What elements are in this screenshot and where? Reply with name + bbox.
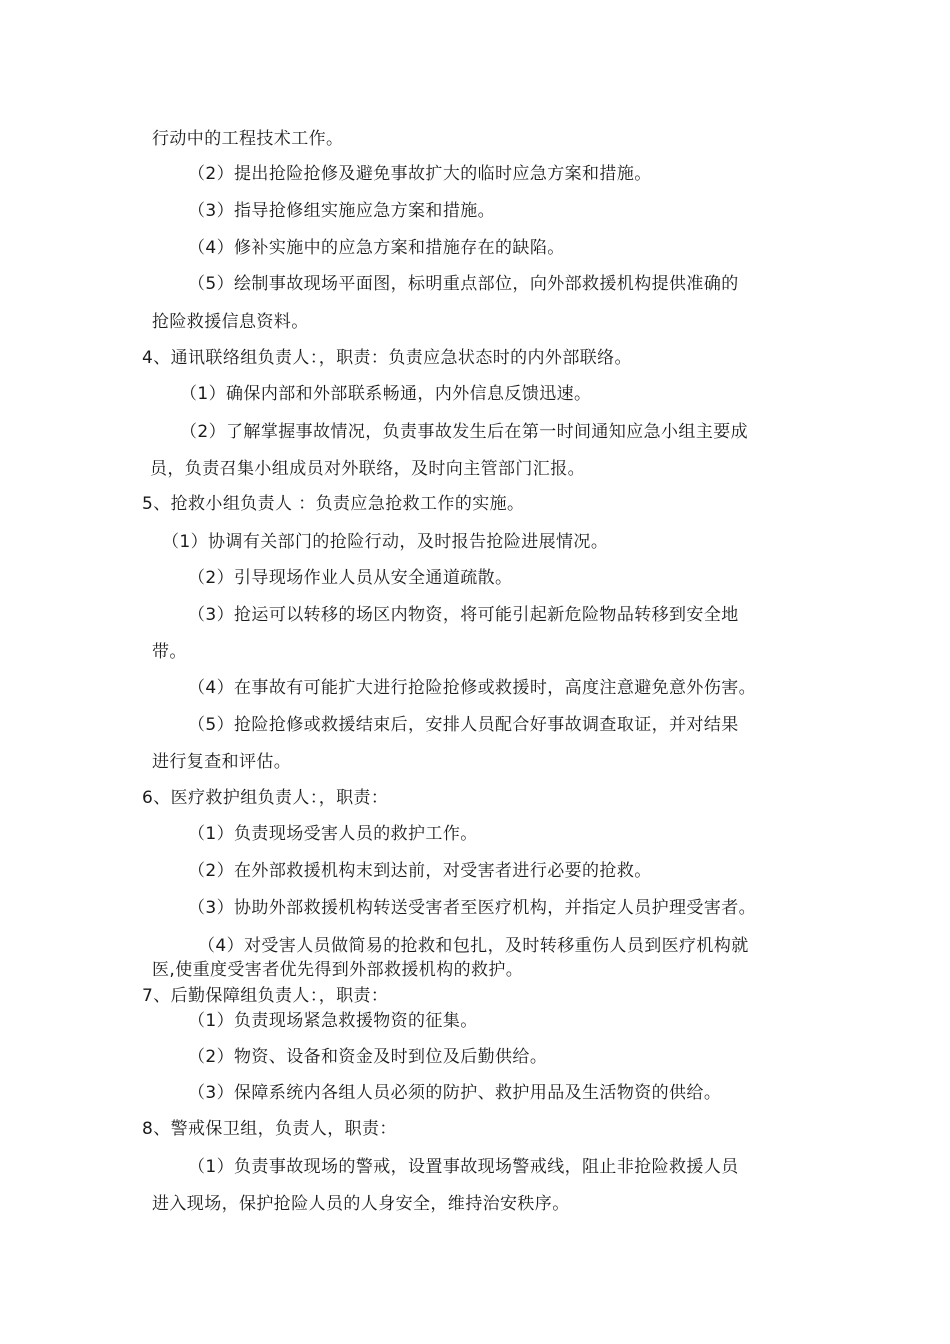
text-line: （2）提出抢险抢修及避免事故扩大的临时应急方案和措施。	[188, 164, 652, 184]
text-line: 员，负责召集小组成员对外联络，及时向主管部门汇报。	[150, 459, 585, 479]
text-line: （1）负责现场紧急救援物资的征集。	[188, 1011, 478, 1031]
text-line: （2）在外部救援机构末到达前，对受害者进行必要的抢救。	[188, 861, 652, 881]
section-heading: 8、警戒保卫组，负责人，职责：	[142, 1119, 397, 1139]
text-line: （2）引导现场作业人员从安全通道疏散。	[188, 568, 513, 588]
text-line: （4）对受害人员做简易的抢救和包扎，及时转移重伤人员到医疗机构就	[198, 936, 749, 956]
text-line: 进入现场，保护抢险人员的人身安全，维持治安秩序。	[152, 1194, 570, 1214]
section-heading: 4、通讯联络组负责人：，职责：负责应急状态时的内外部联络。	[142, 348, 632, 368]
text-line: （3）抢运可以转移的场区内物资，将可能引起新危险物品转移到安全地	[188, 605, 739, 625]
text-line: （2）了解掌握事故情况，负责事故发生后在第一时间通知应急小组主要成	[180, 422, 749, 442]
section-heading: 7、后勤保障组负责人：，职责：	[142, 986, 389, 1006]
text-line: （1）确保内部和外部联系畅通，内外信息反馈迅速。	[180, 384, 592, 404]
text-line: （2）物资、设备和资金及时到位及后勤供给。	[188, 1047, 548, 1067]
text-line: （3）保障系统内各组人员必须的防护、救护用品及生活物资的供给。	[188, 1083, 722, 1103]
text-line: （3）指导抢修组实施应急方案和措施。	[188, 201, 496, 221]
text-line: 抢险救援信息资料。	[152, 312, 309, 332]
text-line: 行动中的工程技术工作。	[152, 129, 344, 149]
section-heading: 5、抢救小组负责人 ：负责应急抢救工作的实施。	[142, 494, 525, 514]
text-line: （1）负责事故现场的警戒，设置事故现场警戒线，阻止非抢险救援人员	[188, 1157, 739, 1177]
section-heading: 6、医疗救护组负责人：，职责：	[142, 788, 389, 808]
text-line: （1）负责现场受害人员的救护工作。	[188, 824, 478, 844]
text-line: （5）抢险抢修或救援结束后，安排人员配合好事故调查取证，并对结果	[188, 715, 739, 735]
text-line: （5）绘制事故现场平面图，标明重点部位，向外部救援机构提供准确的	[188, 274, 739, 294]
text-line: 进行复查和评估。	[152, 752, 292, 772]
text-line: （4）修补实施中的应急方案和措施存在的缺陷。	[188, 238, 565, 258]
text-line: 带。	[152, 642, 187, 662]
text-line: （3）协助外部救援机构转送受害者至医疗机构，并指定人员护理受害者。	[188, 898, 757, 918]
text-line: （4）在事故有可能扩大进行抢险抢修或救援时，高度注意避免意外伤害。	[188, 678, 757, 698]
text-line: （1）协调有关部门的抢险行动，及时报告抢险进展情况。	[162, 532, 609, 552]
text-line: 医,使重度受害者优先得到外部救援机构的救护。	[152, 960, 524, 980]
